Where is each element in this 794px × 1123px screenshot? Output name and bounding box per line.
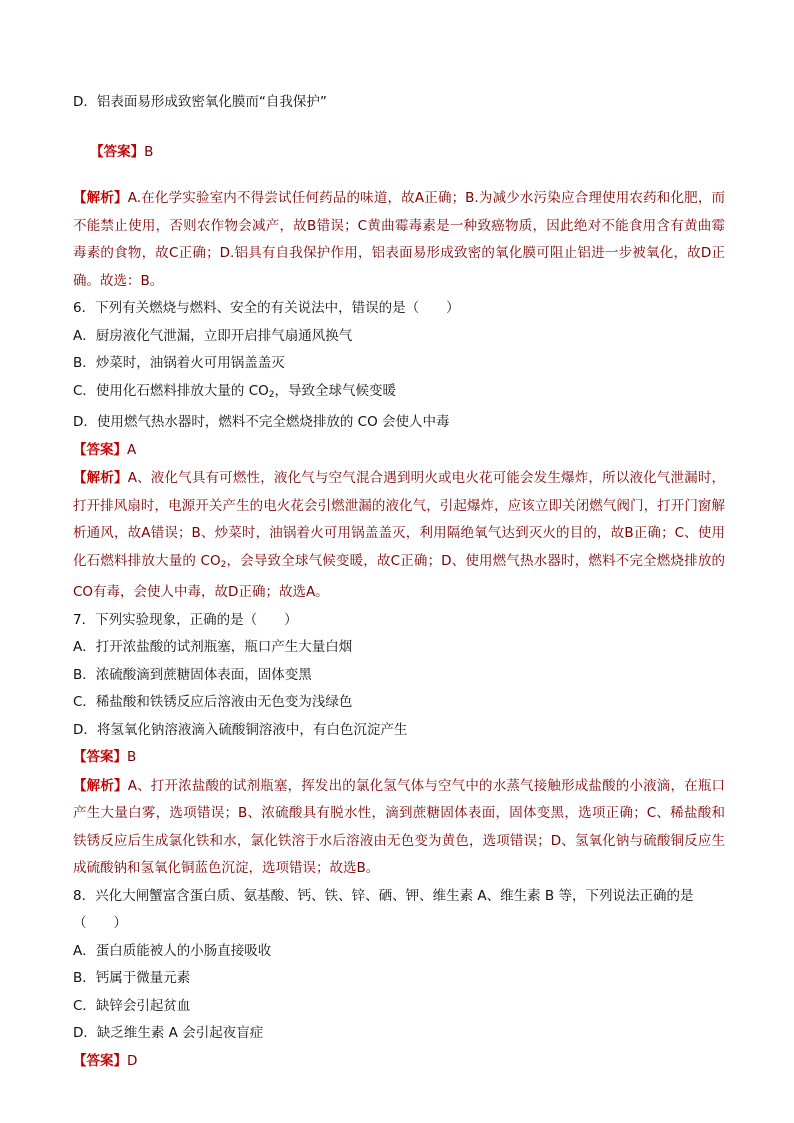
q6-stem: 6．下列有关燃烧与燃料、安全的有关说法中，错误的是（ ） bbox=[73, 300, 460, 316]
option-text: C．使用化石燃料排放大量的 CO bbox=[73, 382, 269, 399]
q8-option-a: A．蛋白质能被人的小肠直接吸收 bbox=[73, 942, 272, 959]
answer-tag: 【答案】 bbox=[73, 441, 127, 458]
q7-explanation bbox=[73, 773, 725, 883]
answer-value: B bbox=[144, 144, 154, 160]
explanation-text: ，会导致全球气候变暖，故C正确；D、使用燃气热水器时，燃料不完全燃烧排放的CO有毒，会使人中毒，故D正确；故选A。 bbox=[73, 552, 725, 600]
q8-option-d: D．缺乏维生素 A 会引起夜盲症 bbox=[73, 1025, 264, 1041]
q8-option-c: C．缺锌会引起贫血 bbox=[73, 997, 191, 1014]
q7-option-a: A．打开浓盐酸的试剂瓶塞，瓶口产生大量白烟 bbox=[73, 639, 353, 655]
q7-stem: 7．下列实验现象，正确的是（ ） bbox=[73, 611, 298, 628]
explanation-tag: 【解析】 bbox=[73, 190, 128, 206]
explanation-text: A、液化气具有可燃性，液化气与空气混合遇到明火或电火花可能会发生爆炸，所以液化气泄漏时，打开排风扇时，电源开关产生的电火花会引燃泄漏的液化气，引起爆炸，应该立即关闭燃气阀门，打开门窗解析通风，故A错误；B、炒菜时，油锅着火可用锅盖盖灭，利用隔绝氧气达到灭火的目的，故B正确；C、使用化石燃料排放大量的 CO bbox=[73, 470, 726, 569]
stem-line: 8．兴化大闸蟹富含蛋白质、氨基酸、钙、铁、锌、硒、钾、维生素 A、维生素 B 等，下列说法正确的是 bbox=[73, 887, 694, 904]
answer-tag: 【答案】 bbox=[90, 144, 145, 160]
document-page bbox=[73, 92, 725, 1075]
q6-option-b: B．炒菜时，油锅着火可用锅盖盖灭 bbox=[73, 355, 285, 371]
q5-option-d: D．铝表面易形成致密氧化膜而“自我保护” bbox=[73, 94, 327, 110]
explanation-tag: 【解析】 bbox=[73, 470, 128, 486]
q5-answer bbox=[73, 121, 725, 184]
answer-tag: 【答案】 bbox=[73, 1052, 127, 1069]
q6-explanation bbox=[73, 465, 725, 607]
answer-value: A bbox=[127, 441, 137, 458]
q7-answer bbox=[73, 744, 725, 772]
q7-option-d: D．将氢氧化钠溶液滴入硫酸铜溶液中，有白色沉淀产生 bbox=[73, 721, 408, 738]
q6-option-c bbox=[73, 378, 725, 410]
q8-answer bbox=[73, 1048, 725, 1076]
explanation-tag: 【解析】 bbox=[73, 777, 128, 794]
q6-option-d: D．使用燃气热水器时，燃料不完全燃烧排放的 CO 会使人中毒 bbox=[73, 414, 450, 430]
option-text: ，导致全球气候变暖 bbox=[274, 382, 397, 399]
subscript: 2 bbox=[220, 559, 227, 570]
answer-value: D bbox=[127, 1052, 138, 1069]
stem-line: （ ） bbox=[73, 915, 127, 931]
answer-tag: 【答案】 bbox=[73, 749, 127, 765]
q7-option-b: B．浓硫酸滴到蔗糖固体表面，固体变黑 bbox=[73, 666, 312, 683]
q5-explanation bbox=[73, 185, 725, 295]
q6-answer bbox=[73, 437, 725, 465]
q7-option-c: C．稀盐酸和铁锈反应后溶液由无色变为浅绿色 bbox=[73, 694, 353, 710]
explanation-text: A、打开浓盐酸的试剂瓶塞，挥发出的氯化氢气体与空气中的水蒸气接触形成盐酸的小液滴，在瓶口产生大量白雾，选项错误；B、浓硫酸具有脱水性，滴到蔗糖固体表面，固体变黑，选项正确；C、稀盐酸和铁锈反应后生成氯化铁和水，氯化铁溶于水后溶液由无色变为黄色，选项错误；D、氢氧化钠与硫酸铜反应生成硫酸钠和氢氧化铜蓝色沉淀，选项错误；故选B。 bbox=[73, 777, 726, 876]
answer-value: B bbox=[127, 749, 137, 765]
subscript: 2 bbox=[268, 389, 275, 400]
explanation-text: A.在化学实验室内不得尝试任何药品的味道，故A正确；B.为减少水污染应合理使用农药和化肥，而不能禁止使用，否则农作物会减产，故B错误；C黄曲霉毒素是一种致癌物质，因此绝对不能食用含有黄曲霉毒素的食物，故C正确；D.铝具有自我保护作用，铝表面易形成致密的氧化膜可阻止铝进一步被氧化，故D正确。故选：B。 bbox=[73, 190, 725, 289]
q8-option-b: B．钙属于微量元素 bbox=[73, 970, 191, 986]
q6-option-a: A．厨房液化气泄漏，立即开启排气扇通风换气 bbox=[73, 327, 353, 344]
q8-stem bbox=[73, 883, 725, 938]
